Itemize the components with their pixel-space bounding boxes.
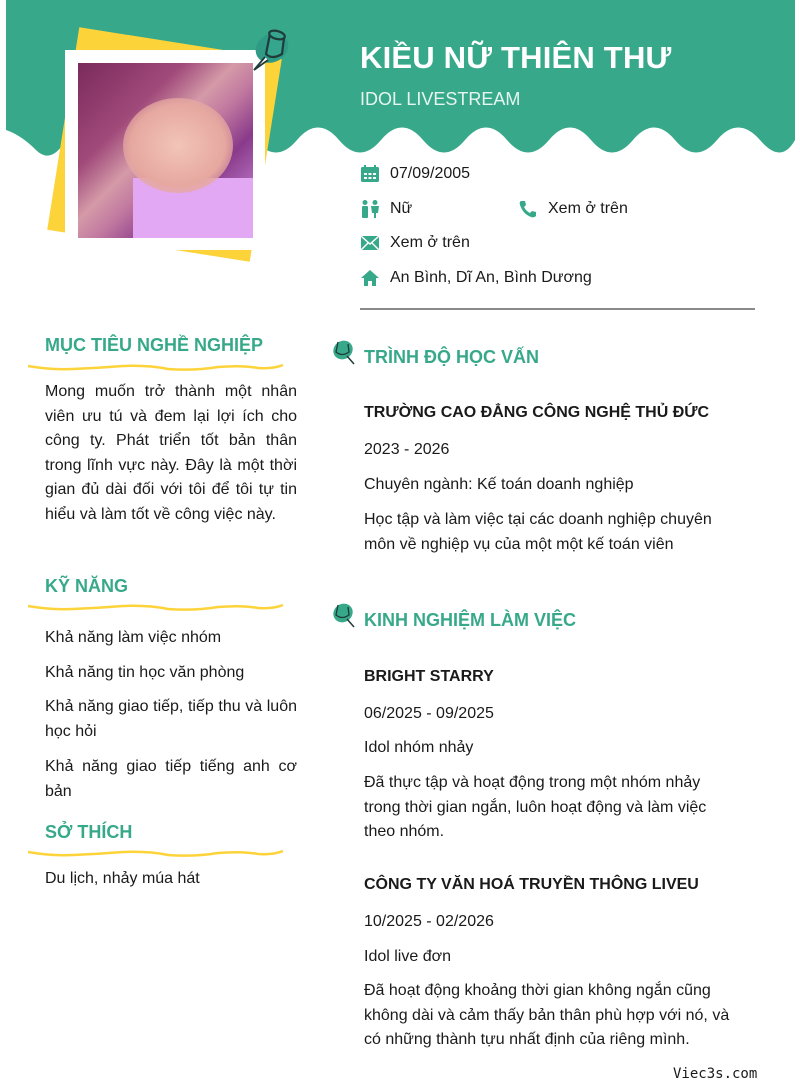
job-period: 10/2025 - 02/2026 <box>364 913 494 930</box>
left-column <box>45 335 297 356</box>
pushpin-icon <box>330 601 356 629</box>
wavy-underline <box>28 362 283 374</box>
contact-email <box>360 234 470 252</box>
mail-icon <box>360 234 380 252</box>
email-value: Xem ở trên <box>390 234 470 251</box>
hobbies-text: Du lịch, nhảy múa hát <box>45 870 200 887</box>
header-divider <box>360 308 755 310</box>
company-name: BRIGHT STARRY <box>364 668 494 685</box>
education-description: Học tập và làm việc tại các doanh nghiệp chuyên môn về nghiệp vụ của một một kế toán viên <box>364 511 712 553</box>
school-name: TRƯỜNG CAO ĐẲNG CÔNG NGHỆ THỦ ĐỨC <box>364 404 710 421</box>
job-position: Idol live đơn <box>364 948 451 965</box>
contact-birthday <box>360 165 470 183</box>
skill-item: Khả năng giao tiếp, tiếp thu và luôn học hỏi <box>45 698 297 740</box>
education-major: Chuyên ngành: Kế toán doanh nghiệp <box>364 476 634 493</box>
skill-item: Khả năng tin học văn phòng <box>45 664 245 681</box>
job-position: Idol nhóm nhảy <box>364 739 474 756</box>
job-period: 06/2025 - 09/2025 <box>364 705 494 722</box>
phone-value: Xem ở trên <box>548 200 628 217</box>
education-title: TRÌNH ĐỘ HỌC VẤN <box>364 347 539 367</box>
pushpin-icon <box>330 338 356 366</box>
profile-photo <box>78 63 253 238</box>
education-period: 2023 - 2026 <box>364 441 450 458</box>
watermark: Viec3s.com <box>673 1066 758 1082</box>
contact-phone <box>518 200 628 218</box>
gender-value: Nữ <box>390 200 413 217</box>
candidate-role: IDOL LIVESTREAM <box>360 89 521 109</box>
calendar-icon <box>360 165 380 183</box>
contact-gender <box>360 200 412 218</box>
address-value: An Bình, Dĩ An, Bình Dương <box>390 269 592 286</box>
skills-title: KỸ NĂNG <box>45 576 129 596</box>
job-description: Đã thực tập và hoạt động trong một nhóm nhảy trong thời gian ngắn, luôn hoạt động và làm việc theo nhóm. <box>364 774 707 840</box>
wavy-underline <box>28 602 283 614</box>
birthday-value: 07/09/2005 <box>390 165 471 182</box>
gender-icon <box>360 200 380 218</box>
skill-item: Khả năng làm việc nhóm <box>45 629 222 646</box>
contact-address <box>360 269 592 287</box>
home-icon <box>360 269 380 287</box>
hobbies-title: SỞ THÍCH <box>45 822 133 842</box>
company-name: CÔNG TY VĂN HOÁ TRUYỀN THÔNG LIVEU <box>364 876 699 893</box>
wavy-underline <box>28 848 283 860</box>
pushpin-icon <box>248 24 294 74</box>
phone-icon <box>518 200 538 218</box>
job-description: Đã hoạt động khoảng thời gian không ngắn cũng không dài và cảm thấy bản thân phù hợp với nó, và có những thành tựu nhất định của riêng mình. <box>364 982 730 1048</box>
objective-text: Mong muốn trở thành một nhân viên ưu tú và đem lại lợi ích cho công ty. Phát triển tốt bản thân trong lĩnh vực này. Đây là một thời gian đủ dài đối với tôi để tôi tự tin hiểu và làm tốt về công việc này. <box>45 383 297 523</box>
skill-item: Khả năng giao tiếp tiếng anh cơ bản <box>45 758 297 800</box>
candidate-name: KIỀU NỮ THIÊN THƯ <box>360 40 672 75</box>
photo-frame <box>65 50 265 250</box>
objective-title: MỤC TIÊU NGHỀ NGHIỆP <box>45 335 264 355</box>
experience-title: KINH NGHIỆM LÀM VIỆC <box>364 610 577 630</box>
